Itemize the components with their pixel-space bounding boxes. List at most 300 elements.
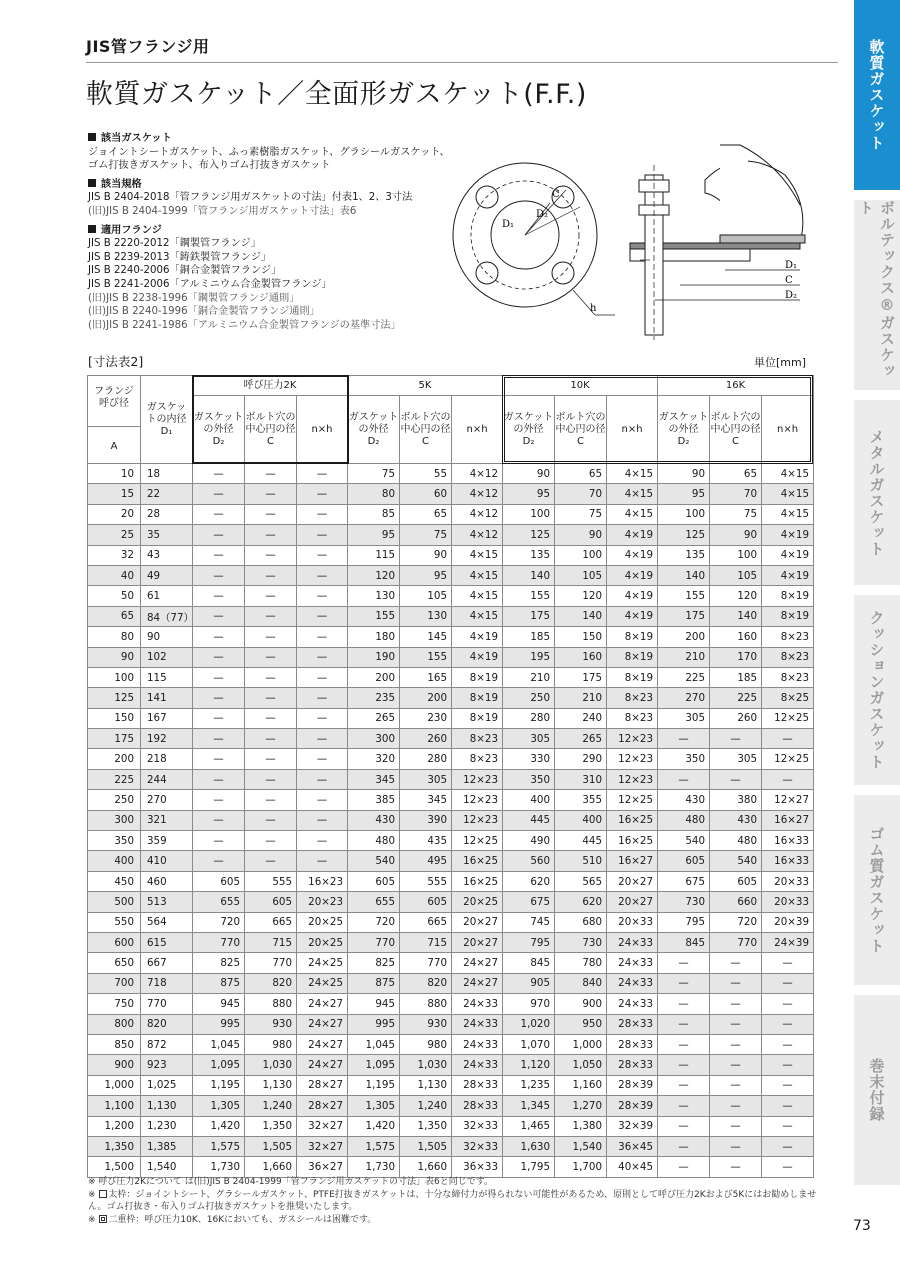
table-cell: — [658,973,710,993]
table-cell: 565 [555,871,607,891]
table-cell: 905 [503,973,555,993]
table-cell: — [710,1014,762,1034]
gasket-id-cell: 28 [141,504,193,524]
flange-section-view [630,145,805,340]
table-cell: 12×25 [452,831,503,851]
table-cell: 20×27 [452,932,503,952]
table-row [88,1055,814,1075]
side-tab-soft-gasket[interactable]: 軟質ガスケット [854,0,900,190]
table-cell: — [245,749,297,769]
table-cell: — [297,708,348,728]
table-cell: 28×33 [607,1034,658,1054]
flange-size-cell: 650 [88,953,141,973]
table-cell: 280 [503,708,555,728]
table-cell: 70 [555,484,607,504]
table-cell: 4×12 [452,504,503,524]
side-tab-rubber-gasket[interactable]: ゴム質ガスケット [854,795,900,985]
table-cell: 730 [555,932,607,952]
table-cell: — [297,729,348,749]
table-cell: — [193,729,245,749]
table-cell: 24×33 [607,953,658,973]
d2-label: D₂ [536,209,549,220]
table-cell: — [297,851,348,871]
gasket-id-cell: 460 [141,871,193,891]
table-cell: — [245,831,297,851]
table-cell: 1,305 [348,1096,400,1116]
table-cell: 24×33 [607,932,658,952]
thick-frame-icon [99,1190,107,1198]
table-cell: — [193,647,245,667]
table-cell: — [658,1055,710,1075]
table-cell: 225 [658,667,710,687]
side-tab-appendix[interactable]: 巻末付録 [854,995,900,1185]
table-cell: — [245,810,297,830]
table-cell: — [762,973,814,993]
table-cell: 195 [503,647,555,667]
table-cell: 8×23 [762,627,814,647]
table-cell: 95 [400,565,452,585]
double-frame-icon [99,1215,107,1223]
table-cell: 980 [400,1034,452,1054]
table-cell: 265 [348,708,400,728]
table-cell: 555 [245,871,297,891]
table-cell: 290 [555,749,607,769]
table-cell: 400 [503,790,555,810]
table-cell: 1,195 [348,1075,400,1095]
table-cell: 16×25 [607,810,658,830]
table-cell: 225 [710,688,762,708]
table-cell: 130 [400,606,452,626]
table-row [88,729,814,749]
flange-size-cell: 125 [88,688,141,708]
table-cell: 100 [710,545,762,565]
table-cell: 355 [555,790,607,810]
table-cell: 24×25 [297,953,348,973]
side-tab-cushion-gasket[interactable]: クッションガスケット [854,595,900,785]
table-cell: 605 [658,851,710,871]
table-cell: 4×12 [452,484,503,504]
table-cell: 305 [710,749,762,769]
dimension-table [87,375,814,1178]
table-cell: 930 [245,1014,297,1034]
table-cell: 4×19 [762,565,814,585]
page-title: 軟質ガスケット／全面形ガスケット(F.F.) [86,79,587,110]
table-cell: 135 [503,545,555,565]
table-row [88,769,814,789]
table-cell: 820 [245,973,297,993]
table-cell: 20×27 [607,871,658,891]
table-cell: 8×23 [452,729,503,749]
gasket-id-cell: 872 [141,1034,193,1054]
flange-size-header: フランジ呼び径 A [88,376,141,464]
table-cell: 32×27 [297,1136,348,1156]
table-cell: 970 [503,994,555,1014]
table-cell: — [710,1116,762,1136]
nh-header: n×h [607,396,658,464]
table-cell: — [658,729,710,749]
table-cell: 1,795 [503,1157,555,1177]
table-cell: 75 [710,504,762,524]
table-cell: 16×25 [607,831,658,851]
table-cell: 160 [555,647,607,667]
table-row [88,912,814,932]
table-cell: 720 [710,912,762,932]
table-cell: 36×33 [452,1157,503,1177]
table-cell: 4×12 [452,464,503,484]
table-cell: 4×19 [607,565,658,585]
table-cell: — [710,1096,762,1116]
table-cell: — [762,1157,814,1177]
table-cell: 350 [503,769,555,789]
table-cell: 105 [400,586,452,606]
table-row [88,484,814,504]
table-cell: 130 [348,586,400,606]
table-cell: — [297,790,348,810]
table-cell: 265 [555,729,607,749]
table-cell: 770 [193,932,245,952]
table-cell: — [297,565,348,585]
table-cell: 160 [710,627,762,647]
table-cell: 24×39 [762,932,814,952]
table-cell: — [245,545,297,565]
table-cell: 4×19 [607,586,658,606]
gasket-id-cell: 218 [141,749,193,769]
flanges-line: JIS B 2239-2013「鋳鉄製管フランジ」 [88,251,272,263]
table-cell: 665 [400,912,452,932]
gasket-id-cell: 22 [141,484,193,504]
gasket-id-header: ガスケットの内径 D₁ [141,376,193,464]
table-cell: 80 [348,484,400,504]
flange-size-cell: 1,000 [88,1075,141,1095]
table-cell: 16×27 [762,810,814,830]
table-cell: — [658,1075,710,1095]
flange-size-cell: 20 [88,504,141,524]
table-cell: 1,045 [348,1034,400,1054]
table-cell: 24×33 [452,994,503,1014]
table-cell: 1,270 [555,1096,607,1116]
table-cell: 780 [555,953,607,973]
gasket-id-cell: 35 [141,525,193,545]
table-cell: 4×12 [452,525,503,545]
table-cell: — [245,790,297,810]
table-cell: 305 [503,729,555,749]
table-cell: 32×39 [607,1116,658,1136]
table-cell: 1,095 [193,1055,245,1075]
table-cell: 95 [348,525,400,545]
table-cell: 135 [658,545,710,565]
table-cell: — [245,484,297,504]
table-cell: 715 [400,932,452,952]
flange-size-cell: 15 [88,484,141,504]
table-cell: 20×25 [297,912,348,932]
flange-size-cell: 100 [88,667,141,687]
table-cell: — [193,565,245,585]
table-cell: 495 [400,851,452,871]
table-cell: 4×19 [452,647,503,667]
table-row [88,851,814,871]
note-2: ※ 太枠：ジョイントシート、グラシールガスケット、PTFE打抜きガスケットは、十分な締付力が得られない可能性があるため、原則として呼び圧力2Kおよび5Kにはお勧めしません。ゴム打抜き・布入りゴム打抜きガスケットを推奨いたします。 [88,1189,817,1212]
table-cell: — [193,688,245,708]
table-cell: 4×19 [452,627,503,647]
category-label: JIS管フランジ用 [86,37,210,56]
table-cell: 280 [400,749,452,769]
table-cell: — [762,729,814,749]
flange-size-cell: 25 [88,525,141,545]
table-row [88,1075,814,1095]
table-cell: 4×19 [607,545,658,565]
flange-size-cell: 32 [88,545,141,565]
flanges-line: (旧)JIS B 2241-1986「アルミニウム合金製管フランジの基準寸法」 [88,319,401,331]
flange-size-cell: 175 [88,729,141,749]
table-cell: 12×23 [607,729,658,749]
table-cell: 16×25 [452,851,503,871]
table-cell: 1,700 [555,1157,607,1177]
flange-size-cell: 600 [88,932,141,952]
table-cell: — [658,1136,710,1156]
table-cell: 175 [503,606,555,626]
table-cell: 305 [400,769,452,789]
table-cell: 105 [710,565,762,585]
flange-size-cell: 900 [88,1055,141,1075]
table-cell: — [297,464,348,484]
table-cell: — [762,1055,814,1075]
gasket-id-cell: 43 [141,545,193,565]
table-cell: 28×33 [452,1075,503,1095]
table-cell: 24×33 [452,1014,503,1034]
table-cell: 1,575 [348,1136,400,1156]
table-cell: 1,730 [348,1157,400,1177]
flange-size-cell: 700 [88,973,141,993]
table-cell: 4×15 [452,545,503,565]
table-cell: 12×25 [607,790,658,810]
pressure-2k-header: 呼び圧力2K [193,376,348,396]
table-cell: 210 [555,688,607,708]
nh-header: n×h [762,396,814,464]
table-cell: — [297,545,348,565]
pressure-16k-header: 16K [658,376,814,396]
gasket-diagram [440,135,835,345]
table-cell: 8×19 [452,688,503,708]
table-cell: 675 [658,871,710,891]
table-cell: 1,505 [245,1136,297,1156]
table-cell: 175 [555,667,607,687]
table-cell: 12×25 [762,749,814,769]
table-cell: 795 [503,932,555,952]
flange-size-cell: 400 [88,851,141,871]
table-cell: 155 [503,586,555,606]
table-cell: 120 [710,586,762,606]
flange-size-cell: 250 [88,790,141,810]
table-cell: 100 [555,545,607,565]
table-cell: 20×25 [452,892,503,912]
table-cell: — [193,484,245,504]
table-cell: 250 [503,688,555,708]
table-cell: — [658,953,710,973]
nh-header: n×h [452,396,503,464]
table-cell: 4×15 [452,586,503,606]
flanges-line: JIS B 2240-2006「銅合金製管フランジ」 [88,265,282,277]
table-cell: 435 [400,831,452,851]
table-cell: — [762,1034,814,1054]
table-cell: 140 [555,606,607,626]
table-cell: 945 [193,994,245,1014]
table-cell: 745 [503,912,555,932]
flange-size-cell: 750 [88,994,141,1014]
table-cell: 605 [193,871,245,891]
flange-size-cell: 850 [88,1034,141,1054]
flanges-line: (旧)JIS B 2240-1996「銅合金製管フランジ通則」 [88,306,320,318]
table-cell: 140 [503,565,555,585]
table-row [88,565,814,585]
od-header: ガスケットの外径 D₂ [193,396,245,464]
table-cell: — [297,504,348,524]
table-cell: — [658,1157,710,1177]
flanges-line: JIS B 2220-2012「鋼製管フランジ」 [88,238,261,250]
table-cell: 24×33 [452,1034,503,1054]
table-cell: 115 [348,545,400,565]
table-cell: — [193,790,245,810]
pcd-header: ボルト穴の中心円の径 C [400,396,452,464]
gasket-id-cell: 61 [141,586,193,606]
table-cell: 720 [193,912,245,932]
table-row [88,606,814,626]
table-cell: — [193,606,245,626]
gasket-id-cell: 141 [141,688,193,708]
table-cell: 90 [503,464,555,484]
table-cell: 605 [348,871,400,891]
table-cell: 1,505 [400,1136,452,1156]
gasket-id-cell: 1,130 [141,1096,193,1116]
table-cell: 730 [658,892,710,912]
flange-size-cell: 1,200 [88,1116,141,1136]
table-cell: 8×23 [607,688,658,708]
table-cell: 555 [400,871,452,891]
side-tab-vortex-gasket[interactable]: ボルテックス®ガスケット [854,200,900,390]
table-cell: — [762,953,814,973]
table-cell: 8×19 [607,647,658,667]
table-cell: 665 [245,912,297,932]
table-cell: 8×25 [762,688,814,708]
table-row [88,749,814,769]
table-cell: 12×27 [762,790,814,810]
table-cell: 235 [348,688,400,708]
table-row [88,831,814,851]
gasket-id-cell: 1,025 [141,1075,193,1095]
pressure-5k-header: 5K [348,376,503,396]
gasket-id-cell: 167 [141,708,193,728]
table-cell: — [710,973,762,993]
table-cell: 20×27 [452,912,503,932]
table-cell: 720 [348,912,400,932]
gasket-id-cell: 90 [141,627,193,647]
gasket-id-cell: 770 [141,994,193,1014]
table-cell: — [193,769,245,789]
table-cell: 230 [400,708,452,728]
table-cell: 16×25 [452,871,503,891]
table-cell: 655 [193,892,245,912]
table-cell: 350 [658,749,710,769]
table-cell: — [658,1014,710,1034]
table-cell: 385 [348,790,400,810]
table-cell: 55 [400,464,452,484]
table-cell: 75 [400,525,452,545]
flange-size-cell: 40 [88,565,141,585]
flange-size-cell: 200 [88,749,141,769]
gasket-id-cell: 667 [141,953,193,973]
table-cell: 8×23 [762,647,814,667]
table-cell: 24×27 [297,1014,348,1034]
gasket-id-cell: 18 [141,464,193,484]
table-cell: 875 [193,973,245,993]
flange-size-cell: 1,350 [88,1136,141,1156]
table-cell: 1,660 [245,1157,297,1177]
flange-size-cell: 1,100 [88,1096,141,1116]
table-cell: — [710,1034,762,1054]
table-cell: 1,000 [555,1034,607,1054]
table-cell: 995 [193,1014,245,1034]
d1-label: D₁ [502,219,515,230]
section-d2-label: D₂ [785,290,798,301]
table-cell: — [245,688,297,708]
table-cell: 795 [658,912,710,932]
table-cell: 32×33 [452,1136,503,1156]
table-cell: — [193,627,245,647]
flange-size-cell: 10 [88,464,141,484]
table-cell: — [297,749,348,769]
table-cell: 510 [555,851,607,871]
square-bullet-icon [88,133,96,141]
table-cell: — [193,851,245,871]
gasket-id-cell: 102 [141,647,193,667]
table-cell: 28×33 [607,1014,658,1034]
table-cell: — [297,647,348,667]
table-cell: — [762,1136,814,1156]
table-cell: 8×19 [762,586,814,606]
gasket-id-cell: 192 [141,729,193,749]
od-header: ガスケットの外径 D₂ [658,396,710,464]
table-cell: 4×15 [607,504,658,524]
table-cell: — [245,729,297,749]
table-cell: 16×33 [762,851,814,871]
table-row [88,647,814,667]
table-cell: 8×19 [452,667,503,687]
table-body [88,464,814,1178]
table-cell: — [710,729,762,749]
flange-size-cell: 65 [88,606,141,626]
od-header: ガスケットの外径 D₂ [348,396,400,464]
side-tab-metal-gasket[interactable]: メタルガスケット [854,400,900,585]
table-cell: 880 [245,994,297,1014]
table-row [88,1034,814,1054]
table-cell: 24×27 [297,1055,348,1075]
table-cell: 28×39 [607,1096,658,1116]
table-cell: — [297,667,348,687]
table-cell: 770 [400,953,452,973]
table-cell: — [297,769,348,789]
table-cell: 20×33 [607,912,658,932]
nh-header: n×h [297,396,348,464]
table-cell: 100 [503,504,555,524]
table-cell: 75 [348,464,400,484]
table-cell: — [762,1075,814,1095]
table-cell: 655 [348,892,400,912]
table-cell: 480 [658,810,710,830]
table-cell: 8×23 [452,749,503,769]
table-cell: — [245,708,297,728]
table-row [88,1136,814,1156]
table-cell: 16×27 [607,851,658,871]
table-cell: 540 [348,851,400,871]
